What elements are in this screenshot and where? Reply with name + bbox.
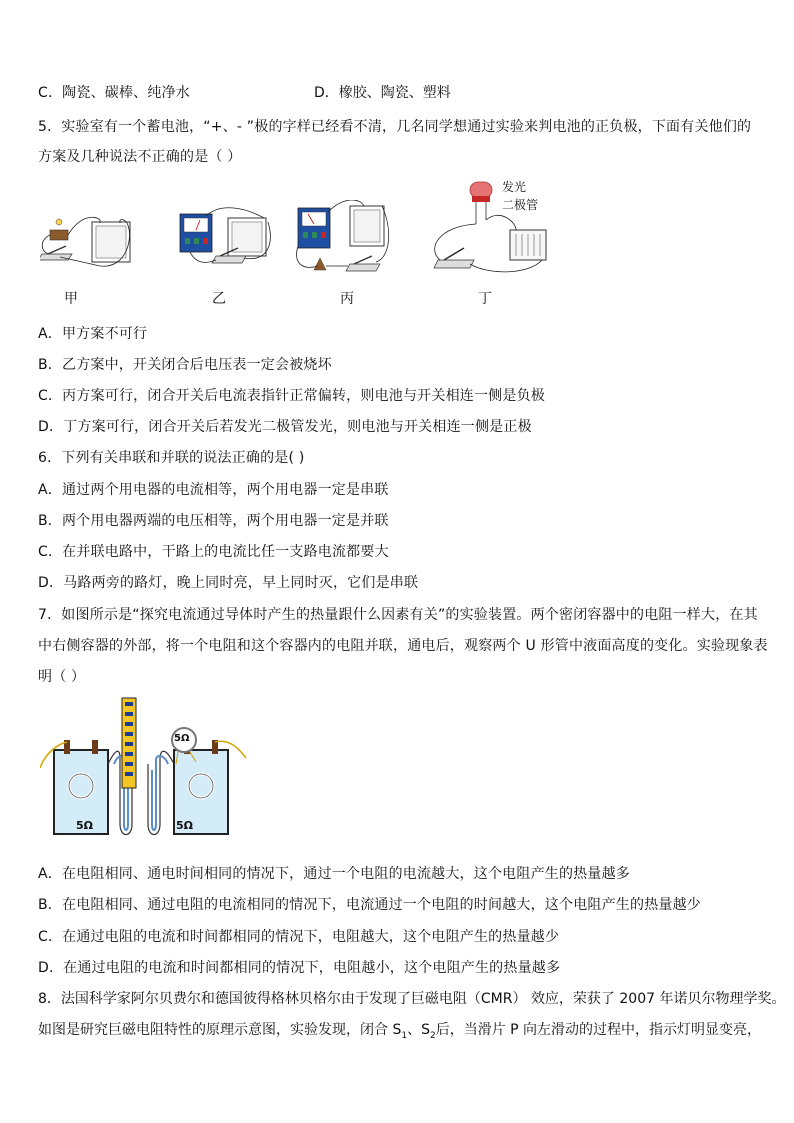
q6-option-c: C．在并联电路中，干路上的电流比任一支路电流都要大 <box>38 544 389 560</box>
q8-stem-line1: 8．法国科学家阿尔贝费尔和德国彼得格林贝格尔由于发现了巨磁电阻（CMR） 效应，荣获了 2007 年诺贝尔物理学奖。 <box>38 991 786 1007</box>
fig-label-jia: 甲 <box>64 291 78 307</box>
fig-label-bing: 丙 <box>340 291 354 307</box>
q5-option-d: D．丁方案可行，闭合开关后若发光二极管发光，则电池与开关相连一侧是正极 <box>38 419 532 435</box>
q6-option-a: A．通过两个用电器的电流相等，两个用电器一定是串联 <box>38 482 389 498</box>
q7-stem-line2: 中右侧容器的外部，将一个电阻和这个容器内的电阻并联，通电后，观察两个 U 形管中液面高度的变化。实验现象表 <box>38 638 768 654</box>
fig-label-yi: 乙 <box>212 291 226 307</box>
q4-option-c: C．陶瓷、碳棒、纯净水 <box>38 85 190 101</box>
q6-option-d: D．马路两旁的路灯，晚上同时亮，早上同时灭，它们是串联 <box>38 575 419 591</box>
q5-figure-ding <box>430 178 560 278</box>
q5-option-a: A．甲方案不可行 <box>38 326 148 342</box>
q5-option-b: B．乙方案中，开关闭合后电压表一定会被烧坏 <box>38 357 332 373</box>
q7-stem-line1: 7．如图所示是“探究电流通过导体时产生的热量跟什么因素有关”的实验装置。两个密闭容器中的电阻一样大，在其 <box>38 607 758 623</box>
led-label-line2: 二极管 <box>502 198 539 212</box>
q7-stem-line3: 明（ ） <box>38 669 86 685</box>
resistor-label-external: 5Ω <box>174 733 190 744</box>
q4-option-d: D．橡胶、陶瓷、塑料 <box>314 85 451 101</box>
q5-figure-yi <box>176 206 276 278</box>
q7-option-b: B．在电阻相同、通过电阻的电流相同的情况下，电流通过一个电阻的时间越大，这个电阻产生的热量越少 <box>38 897 702 913</box>
q6-option-b: B．两个用电器两端的电压相等，两个用电器一定是并联 <box>38 513 389 529</box>
q5-figure-jia <box>40 210 140 270</box>
led-label-line1: 发光 <box>502 180 527 194</box>
fig-label-ding: 丁 <box>478 291 492 307</box>
q5-figure-bing <box>294 200 394 278</box>
q7-option-d: D．在通过电阻的电流和时间都相同的情况下，电阻越小，这个电阻产生的热量越多 <box>38 960 561 976</box>
q7-option-a: A．在电阻相同、通电时间相同的情况下，通过一个电阻的电流越大，这个电阻产生的热量越多 <box>38 866 630 882</box>
q5-stem-line1: 5．实验室有一个蓄电池，“+、- ”极的字样已经看不清，几名同学想通过实验来判电池的正负极，下面有关他们的 <box>38 119 752 135</box>
resistor-label-left: 5Ω <box>76 819 94 832</box>
q7-option-c: C．在通过电阻的电流和时间都相同的情况下，电阻越大，这个电阻产生的热量越少 <box>38 929 560 945</box>
q7-apparatus-figure <box>40 694 250 844</box>
q6-stem: 6．下列有关串联和并联的说法正确的是( ) <box>38 450 305 466</box>
q5-option-c: C．丙方案可行，闭合开关后电流表指针正常偏转，则电池与开关相连一侧是负极 <box>38 388 545 404</box>
q5-stem-line2: 方案及几种说法不正确的是（ ） <box>38 149 242 165</box>
resistor-label-right: 5Ω <box>176 819 194 832</box>
q8-stem-line2: 如图是研究巨磁电阻特性的原理示意图，实验发现，闭合 $S_1$、$S_2$后，当滑片 P 向左滑动的过程中，指示灯明显变亮， <box>38 1022 762 1041</box>
